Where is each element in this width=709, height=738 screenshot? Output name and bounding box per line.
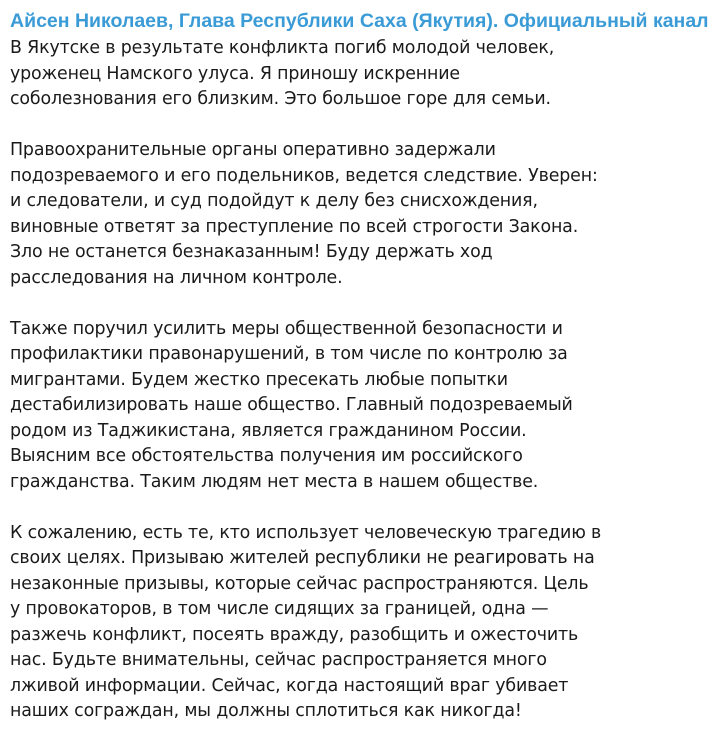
text-line: соболезнования его близким. Это большое горе для семьи. — [10, 89, 551, 109]
text-line: наших сограждан, мы должны сплотиться как никогда! — [10, 701, 522, 721]
text-line: расследования на личном контроле. — [10, 267, 343, 288]
text-line: дестабилизировать наше общество. Главный подозреваемый — [10, 395, 573, 415]
text-line: своих целях. Призываю жителей республики не реагировать на — [10, 548, 595, 568]
text-line: незаконные призывы, которые сейчас распространяются. Цель — [10, 573, 589, 594]
text-line: Также поручил усилить меры общественной безопасности и — [10, 318, 563, 339]
paragraph-2 — [10, 138, 598, 291]
message-text — [10, 36, 602, 725]
text-line: у провокаторов, в том числе сидящих за границей, одна — — [10, 599, 549, 619]
text-line: подозреваемого и его подельников, ведется следствие. Уверен: — [10, 165, 598, 186]
text-line: К сожалению, есть те, кто использует человеческую трагедию в — [10, 522, 602, 543]
text-line: разжечь конфликт, посеять вражду, разобщить и ожесточить — [10, 624, 579, 645]
paragraph-gap — [10, 291, 588, 317]
text-line: мигрантами. Будем жестко пресекать любые попытки — [10, 369, 508, 390]
text-line: уроженец Намского улуса. Я приношу искренние — [10, 63, 460, 84]
text-line: В Якутске в результате конфликта погиб молодой человек, — [10, 38, 555, 58]
text-line: виновные ответят за преступление по всей строгости Закона. — [10, 216, 579, 237]
text-line: и следователи, и суд подойдут к делу без снисхождения, — [10, 191, 538, 211]
paragraph-gap — [10, 113, 588, 139]
text-line: гражданства. Таким людям нет места в нашем обществе. — [10, 471, 539, 492]
text-line: Зло не останется безнаказанным! Буду держать ход — [10, 242, 493, 262]
text-line: профилактики правонарушений, в том числе по контролю за — [10, 344, 568, 364]
text-line: нас. Будьте внимательны, сейчас распространяется много — [10, 650, 547, 670]
text-line: родом из Таджикистана, является гражданином России. — [10, 420, 527, 441]
paragraph-3 — [10, 317, 588, 496]
text-line: Выясним все обстоятельства получения им российского — [10, 446, 523, 466]
text-line: лживой информации. Сейчас, когда настоящий враг убивает — [10, 675, 569, 696]
paragraph-gap — [10, 495, 588, 521]
text-line: Правоохранительные органы оперативно задержали — [10, 140, 496, 160]
channel-name[interactable]: Айсен Николаев, Глава Республики Саха (Якутия). Официальный канал — [10, 10, 709, 32]
paragraph-1 — [10, 36, 588, 113]
paragraph-4 — [10, 521, 602, 725]
